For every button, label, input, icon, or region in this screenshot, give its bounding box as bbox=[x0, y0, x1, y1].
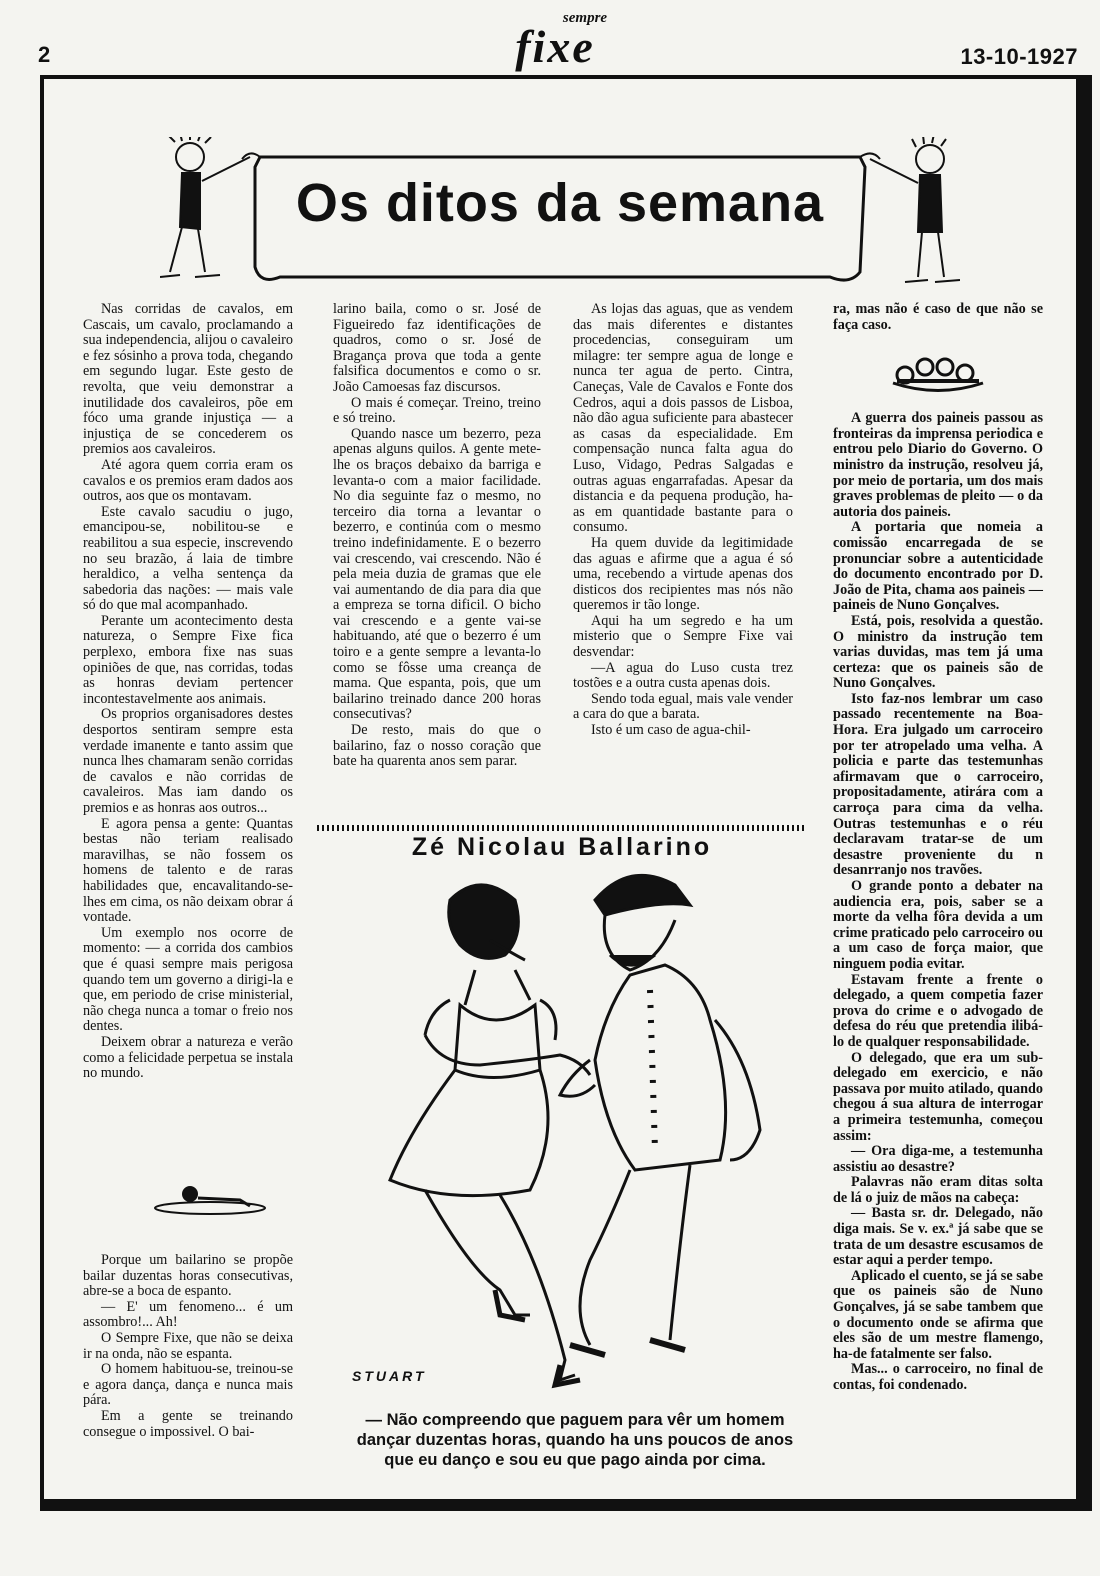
reclining-figure-ornament bbox=[150, 1180, 270, 1220]
paragraph: ra, mas não é caso de que não se faça caso. bbox=[833, 301, 1043, 333]
paragraph: Mas... o carroceiro, no final de contas, foi condenado. bbox=[833, 1361, 1043, 1393]
article-title: Os ditos da semana bbox=[295, 173, 825, 233]
woman-figure bbox=[390, 885, 590, 1385]
cartoon-title: Zé Nicolau Ballarino bbox=[411, 833, 713, 861]
paragraph: Nas corridas de cavalos, em Cascais, um cavalo, proclamando a sua independencia, alijou o cavaleiro e fez sósinho a prova toda, chegando em segundo lugar. Este gesto de revolta, que veiu demonstrar a inutilidade dos cavaleiros, põe em fóco uma grande injustiça — a injustiça de se concederem os premios aos cavaleiros. bbox=[83, 301, 293, 458]
paragraph: larino baila, como o sr. José de Figueiredo faz identificações de quadros, como o sr. José de Bragança prova que toda a gente falsifica documentos e como o sr. João Camoesas faz discursos. bbox=[333, 301, 541, 395]
paragraph: Estavam frente a frente o delegado, a quem competia fazer prova do crime e o advogado de defesa do réu que pretendia ilibá-lo de qualquer responsabilidade. bbox=[833, 971, 1043, 1050]
cartoon-caption: — Não compreendo que paguem para vêr um homem dançar duzentas horas, quando ha uns poucos de anos que eu danço e sou eu que pago ainda por cima. bbox=[356, 1411, 794, 1469]
paragraph: — Ora diga-me, a testemunha assistiu ao desastre? bbox=[833, 1143, 1043, 1175]
paragraph: Isto é um caso de agua-chil- bbox=[591, 722, 751, 739]
paragraph: Este cavalo sacudiu o jugo, emancipou-se, nobilitou-se e reabilitou a sua especie, inscrevendo no seu brazão, á laia de timbre heraldico, a velha sentença da sabedoria das nações: — mais vale só do que mal acompanhado. bbox=[83, 503, 293, 614]
masthead-small: sempre bbox=[562, 10, 608, 26]
issue-date: 13-10-1927 bbox=[960, 44, 1078, 69]
paragraph: Sendo toda egual, mais vale vender a cara do que a barata. bbox=[573, 690, 793, 723]
paragraph: Porque um bailarino se propõe bailar duzentas horas consecutivas, abre-se a boca de espanto. bbox=[83, 1252, 293, 1300]
paragraph: Aqui ha um segredo e ha um misterio que o Sempre Fixe vai desvendar: bbox=[573, 612, 793, 661]
paragraph: Isto faz-nos lembrar um caso passado recentemente na Boa-Hora. Era julgado um carroceiro por ter atropelado uma velha. A policia e parte das testemunhas afirmavam que o carroceiro, propositadamente, atirára com a carroça para cima da velha. Outras testemunhas e o réu declaravam tratar-se de um desastre proveniente du n desanrranjo nos travões. bbox=[833, 690, 1043, 879]
paragraph: Palavras não eram ditas solta de lá o juiz de mãos na cabeça: bbox=[833, 1174, 1043, 1206]
flower-basket-ornament bbox=[833, 333, 1043, 411]
paragraph: A portaria que nomeia a comissão encarregada de se pronunciar sobre a autenticidade do documento encontrado por D. João de Pita, chama aos paineis — paineis de Nuno Gonçalves. bbox=[833, 519, 1043, 614]
paragraph: Em a gente se treinando consegue o impossivel. O bai- bbox=[83, 1407, 293, 1440]
column-3 bbox=[573, 302, 793, 739]
paragraph: O Sempre Fixe, que não se deixa ir na onda, não se espanta. bbox=[83, 1329, 293, 1362]
paragraph: — Basta sr. dr. Delegado, não diga mais. Se v. ex.ª já sabe que se trata de um desastre escusamos de estar aqui a perder tempo. bbox=[833, 1205, 1043, 1269]
paragraph: E agora pensa a gente: Quantas bestas não teriam realisado maravilhas, se não fossem os homens de talento e de raras habilidades que, encavalitando-se-lhes em cima, os não deixam obrar á vontade. bbox=[83, 815, 293, 926]
paragraph: Perante um acontecimento desta natureza, o Sempre Fixe fica perplexo, embora fixe nas suas opiniões de que, nas corridas, todas as honras deviam pertencer incontestavelmente aos animais. bbox=[83, 612, 293, 707]
column-4 bbox=[833, 302, 1043, 1394]
cartoon-divider bbox=[317, 825, 807, 831]
paragraph: Quando nasce um bezerro, peza apenas alguns quilos. A gente mete-lhe os braços debaixo da barriga e levanta-o com a maior facilidade. No dia seguinte faz o mesmo, no terceiro dia torna a levantar o bezerro, e continúa com o mesmo treino indefinidamente. E o bezerro vai crescendo, vai crescendo. Não é pela meia duzia de gramas que ele vai aumentando de dia para dia que a empreza se torna dificil. O bicho vai crescendo e a gente vai-se habituando, até que o bezerro é um toiro e a gente sempre a levanta-lo como se fôsse uma creança de mama. Que espanta, pois, que um bailarino treinado dance 200 horas consecutivas? bbox=[333, 425, 541, 723]
paragraph: Ha quem duvide da legitimidade das aguas e afirme que a agua é só uma, recebendo a virtude apenas dos disticos dos recipientes mas nós não queremos ir tão longe. bbox=[573, 534, 793, 614]
paragraph: Os proprios organisadores destes desportos sentiram sempre esta verdade imanente e tanto assim que nunca lhes chamaram senão corridas de cavalos e não corridas de cavaleiros. Mas iam dando os premios e as honras aos outros... bbox=[83, 706, 293, 816]
paragraph: —A agua do Luso custa trez tostões e a outra custa apenas dois. bbox=[573, 659, 793, 692]
page-number: 2 bbox=[38, 42, 51, 67]
paragraph: De resto, mais do que o bailarino, faz o nosso coração que bate ha quarenta anos sem parar. bbox=[333, 722, 541, 770]
artist-signature: STUART bbox=[352, 1368, 427, 1384]
paragraph: Um exemplo nos ocorre de momento: — a corrida dos cambios que é quasi sempre mais perigosa quando tem um governo a dirigi-la e que, em periodo de crise ministerial, não chega nunca a tomar o freio nos dentes. bbox=[83, 924, 293, 1035]
paragraph: Deixem obrar a natureza e verão como a felicidade perpetua se instala no mundo. bbox=[83, 1033, 293, 1082]
dancing-couple-illustration bbox=[330, 860, 800, 1400]
masthead-logo bbox=[470, 10, 640, 72]
man-figure bbox=[560, 875, 760, 1355]
masthead-big: fixe bbox=[515, 21, 595, 72]
frame-shadow-bottom bbox=[40, 1503, 1092, 1511]
paragraph: O mais é começar. Treino, treino e só treino. bbox=[333, 394, 541, 427]
paragraph: Aplicado el cuento, se já se sabe que os paineis são de Nuno Gonçalves, já se sabe tambem que o documento onde se afirma que eles são de um mestre flamengo, ha-de fatalmente ser falso. bbox=[833, 1267, 1043, 1362]
paragraph: O grande ponto a debater na audiencia era, pois, saber se a morte da velha fôra devida a um crime praticado pelo carroceiro ou a um caso de força maior, que ninguem podia evitar. bbox=[833, 878, 1043, 972]
frame-shadow-right bbox=[1080, 75, 1092, 1503]
column-1-bottom bbox=[83, 1253, 293, 1440]
paragraph: O homem habituou-se, treinou-se e agora dança, dança e nunca mais pára. bbox=[83, 1361, 293, 1409]
paragraph: Está, pois, resolvida a questão. O ministro da instrução tem varias duvidas, mas tem já uma certeza: que os paineis são de Nuno Gonçalves. bbox=[833, 612, 1043, 692]
paragraph: Até agora quem corria eram os cavalos e os premios eram dados aos outros, aos que os montavam. bbox=[83, 456, 293, 505]
paragraph: O delegado, que era um sub-delegado em exercicio, e não passava por muito atilado, quando chegou á sua altura de interrogar a primeira testemunha, começou assim: bbox=[833, 1049, 1043, 1144]
column-1 bbox=[83, 302, 293, 1082]
column-2 bbox=[333, 302, 541, 770]
paragraph: A guerra dos paineis passou as fronteiras da imprensa periodica e entrou pelo Diario do Governo. O ministro da instrução, resolveu já, por meio de portaria, um dos mais graves problemas de pleito — o da autoria dos paineis. bbox=[833, 410, 1043, 520]
paragraph: — E' um fenomeno... é um assombro!... Ah! bbox=[83, 1298, 293, 1331]
paragraph: As lojas das aguas, que as vendem das mais diferentes e distantes procedencias, conseguiram um milagre: ter sempre agua de longe e nunca ter agua de perto. Cintra, Caneças, Vale de Cavalos e Fonte dos Cedros, aqui a dois passos de Lisboa, não dão agua suficiente para abastecer as casas da especialidade. Em compensação nunca falta agua do Luso, Vidago, Pedras Salgadas e outras aguas engarrafadas. Apesar da distancia e da pequena produção, ha-as em quantidade bastante para o consumo. bbox=[573, 301, 793, 536]
